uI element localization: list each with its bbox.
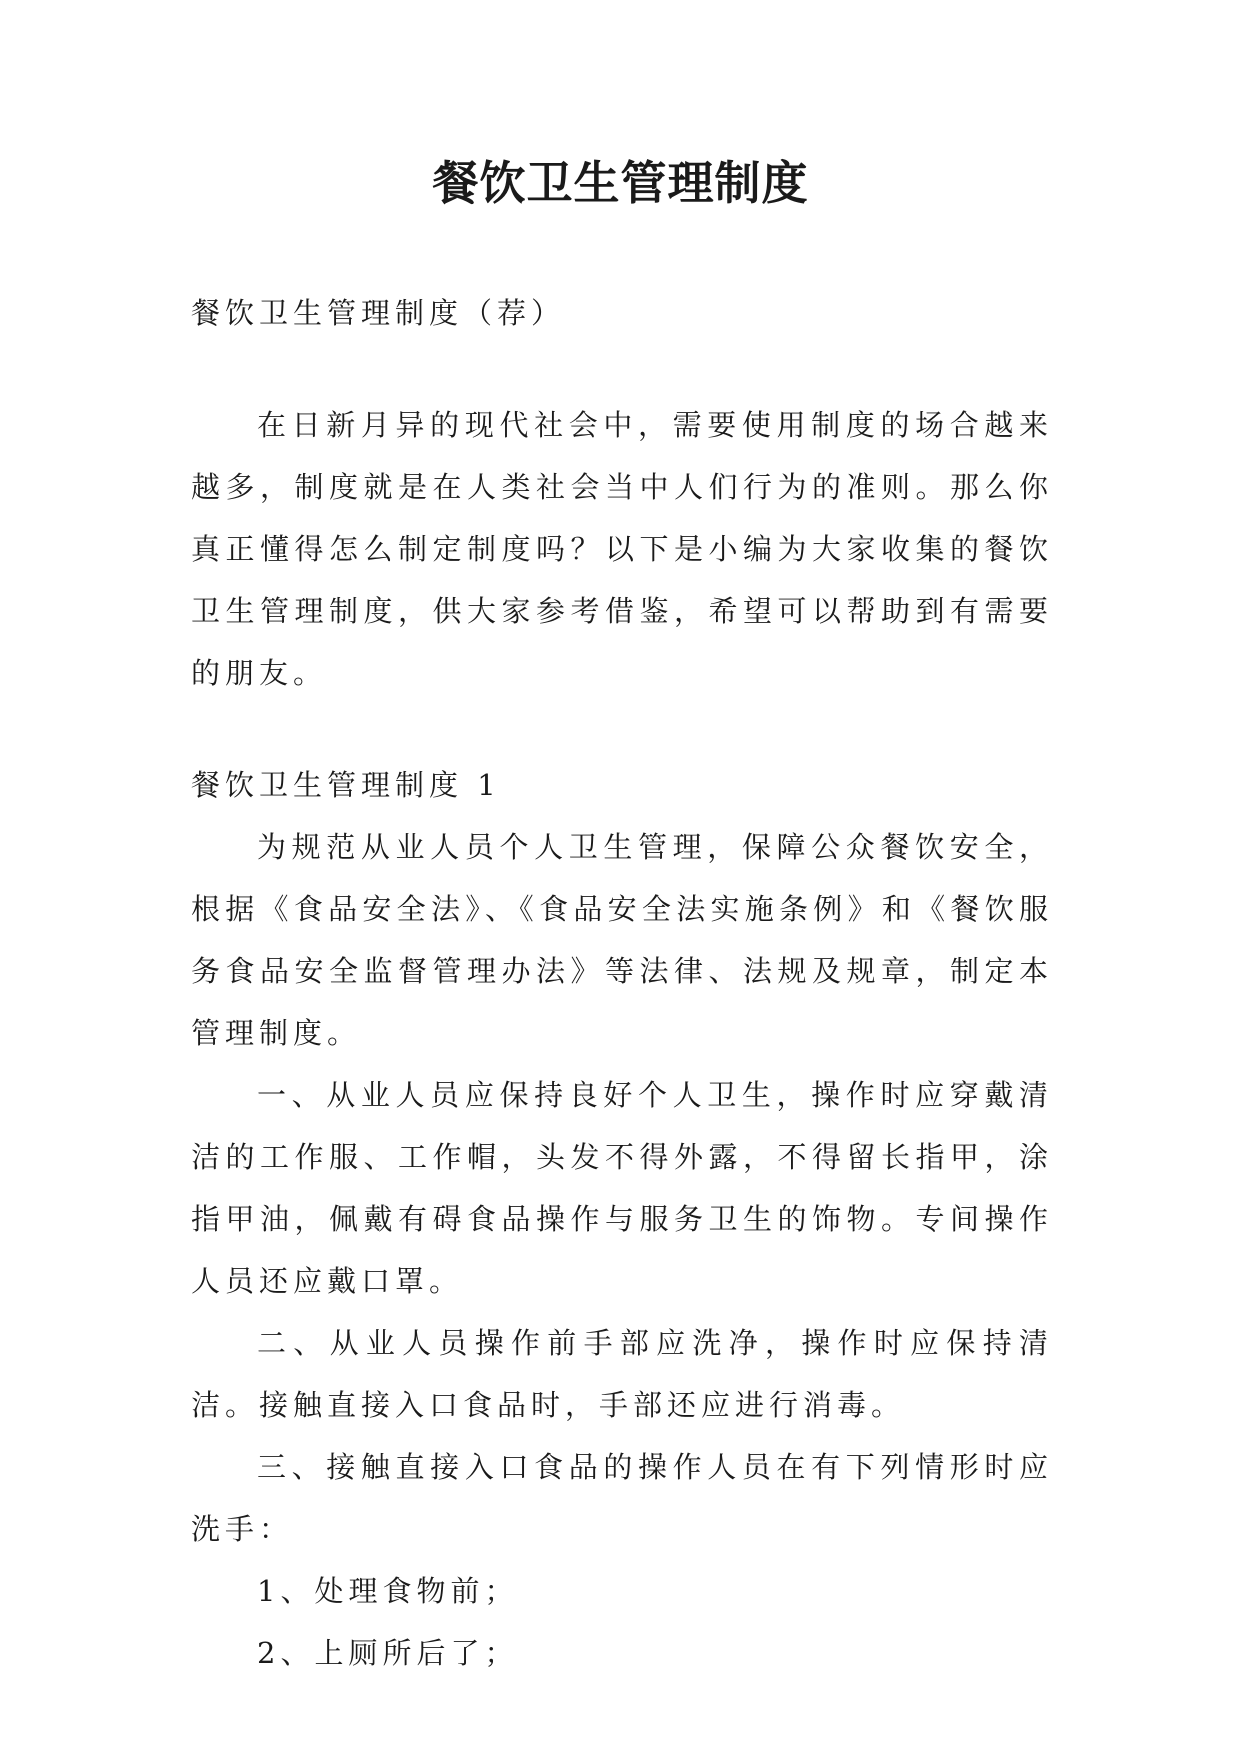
document-body bbox=[191, 282, 1053, 1684]
body-paragraph: 为规范从业人员个人卫生管理，保障公众餐饮安全，根据《食品安全法》、《食品安全法实施条例》和《餐饮服务食品安全监督管理办法》等法律、法规及规章，制定本管理制度。 bbox=[191, 830, 1053, 1050]
body-paragraph: 三、接触直接入口食品的操作人员在有下列情形时应洗手： bbox=[191, 1450, 1053, 1546]
body-paragraph: 二、从业人员操作前手部应洗净，操作时应保持清洁。接触直接入口食品时，手部还应进行消毒。 bbox=[191, 1326, 1053, 1422]
document-title: 餐饮卫生管理制度 bbox=[432, 156, 809, 210]
intro-paragraph: 在日新月异的现代社会中，需要使用制度的场合越来越多，制度就是在人类社会当中人们行为的准则。那么你真正懂得怎么制定制度吗？以下是小编为大家收集的餐饮卫生管理制度，供大家参考借鉴，希望可以帮助到有需要的朋友。 bbox=[191, 408, 1053, 690]
section-heading: 餐饮卫生管理制度 1 bbox=[191, 768, 501, 802]
document-subtitle: 餐饮卫生管理制度（荐） bbox=[191, 296, 566, 330]
list-item: 2、上厕所后了； bbox=[257, 1636, 519, 1670]
list-item: 1、处理食物前； bbox=[257, 1574, 519, 1608]
body-paragraph: 一、从业人员应保持良好个人卫生，操作时应穿戴清洁的工作服、工作帽，头发不得外露，不得留长指甲，涂指甲油，佩戴有碍食品操作与服务卫生的饰物。专间操作人员还应戴口罩。 bbox=[191, 1078, 1053, 1298]
